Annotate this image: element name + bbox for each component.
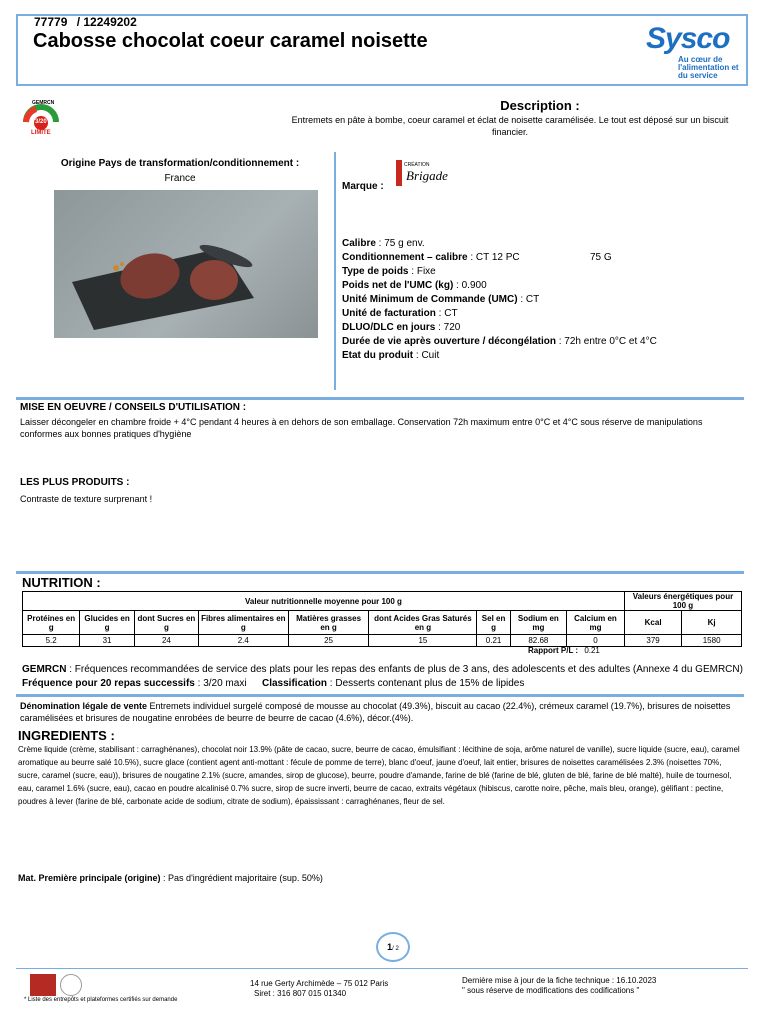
footer-address: 14 rue Gerty Archimède – 75 012 Paris [250,979,389,988]
nutrition-col-header: Calcium en mg [566,611,624,635]
spec-poids-net: Poids net de l'UMC (kg) : 0.900 [342,280,487,291]
nutrition-cell: 25 [288,635,369,647]
origin-value: France [164,173,196,184]
footer-reserve: " sous réserve de modifications des codifications " [462,986,640,995]
product-code: 77779 [34,15,68,29]
nutrition-cell: 15 [369,635,477,647]
nutrition-col-header: Matières grasses en g [288,611,369,635]
nutrition-cell: 379 [624,635,681,647]
ingredients-title: INGREDIENTS : [18,728,115,743]
nutrition-col-header: Glucides en g [80,611,135,635]
ingredients-text: Crème liquide (crème, stabilisant : carraghénanes), chocolat noir 13.9% (pâte de cacao, sucre, beurre de cacao, émulsifiant : lécithine de soja, arôme naturel de vanille), sucre liquide (sucre, eau), caramel aromatique au beurre salé 10.5%), sucre glace (contient agent anti-mottant : fécule de pomme de terre), blanc d'oeuf, jaune d'oeuf, lait entier, brisures de noisettes caramélisées 2.3% (noisettes 70%, sucre, caramel (sucre, eau)), brisures de nougatine 2.1% (sucre, amandes, sirop de glucose), beurre, poudre d'amande, farine de blé (farine de blé, gluten de blé, farine de blé malté), huile de tournesol, eau, caramel 1.6% (sucre, eau), cacao en poudre alcalinisé 0.7% sucre, sirop de sucre inverti, beurre de cacao, extraits végétaux (hibiscus, carotte noire, pêche, maïs bleu, orange), gélifiant : pectine, poudres à lever (farine de blé, carbonate acide de sodium, citrate de sodium), épaississant : carraghénanes, fleur de sel. [18,745,740,806]
nutrition-cell: 0 [566,635,624,647]
page-title: Cabosse chocolat coeur caramel noisette [33,30,428,52]
section-divider [16,694,744,697]
gemrcn-frequency: Fréquence pour 20 repas successifs : 3/20 maxi [22,678,247,689]
nutrition-cell: 5.2 [23,635,80,647]
nutrition-cell: 24 [134,635,198,647]
origin-title: Origine Pays de transformation/conditionnement : [60,158,300,169]
certification-logo [30,974,84,996]
plus-title: LES PLUS PRODUITS : [20,477,130,488]
spec-calibre: Calibre : 75 g env. [342,238,425,249]
section-divider [16,571,744,574]
gemrcn-text: GEMRCN : Fréquences recommandées de service des plats pour les repas des enfants de plus de 3 ans, des adolescents et des adultes (Annexe 4 du GEMRCN) [22,664,743,675]
mise-title: MISE EN OEUVRE / CONSEILS D'UTILISATION : [20,402,247,413]
rapport-pl: Rapport P/L : 0.21 [528,646,600,655]
nutrition-cell: 2.4 [198,635,288,647]
brand-label: Marque : [342,181,384,192]
mise-text: Laisser décongeler en chambre froide + 4°C pendant 4 heures à en dehors de son emballage. Conservation 72h maximum entre 0°C et 4°C sous réserve de manipulations conformes aux bonnes pratiques d'hygiène [20,417,703,439]
nutrition-col-header: Fibres alimentaires en g [198,611,288,635]
spec-duree-vie: Durée de vie après ouverture / décongélation : 72h entre 0°C et 4°C [342,336,657,347]
nutrition-cell: 82.68 [510,635,566,647]
nutrition-col-header: Sodium en mg [510,611,566,635]
nutrition-col-header: Kj [682,611,742,635]
nutrition-col-header: Protéines en g [23,611,80,635]
nutrition-col-header: dont Acides Gras Saturés en g [369,611,477,635]
nutrition-col-header: Kcal [624,611,681,635]
gemrcn-badge-icon: GEMRCN 3/20 LIMITE [22,102,60,138]
sysco-logo: Sysco Au cœur de l'alimentation et du service [640,22,748,82]
energy-group-header: Valeurs énergétiques pour 100 g [624,592,741,611]
nutrition-cell: 0.21 [477,635,510,647]
plus-text: Contraste de texture surprenant ! [20,494,153,504]
footer-update: Dernière mise à jour de la fiche technique : 16.10.2023 [462,976,657,985]
sysco-tagline: Au cœur de l'alimentation et du service [678,55,739,80]
mat-premiere: Mat. Première principale (origine) : Pas d'ingrédient majoritaire (sup. 50%) [18,873,323,883]
nutrition-group-header: Valeur nutritionnelle moyenne pour 100 g [23,592,625,611]
nutrition-col-header: Sel en g [477,611,510,635]
spec-umc: Unité Minimum de Commande (UMC) : CT [342,294,540,305]
footer-siret: Siret : 316 807 015 01340 [254,989,347,998]
description-text: Entremets en pâte à bombe, coeur caramel et éclat de noisette caramélisée. Le tout est déposé sur un biscuit financier. [291,115,729,137]
page-number: 1/ 2 [376,932,410,962]
article-code: / 12249202 [76,15,137,29]
description-title: Description : [500,98,580,113]
spec-facturation: Unité de facturation : CT [342,308,458,319]
spec-dluo: DLUO/DLC en jours : 720 [342,322,461,333]
product-photo [54,190,318,338]
brigade-logo: CRÉATION Brigade [396,160,458,190]
denomination: Dénomination légale de vente Entremets individuel surgelé composé de mousse au chocolat (49.3%), biscuit au cacao (22.4%), crémeux caramel (19.7%), brisures de noisettes caramélisées et brisures de nougatine enrobées de beurre de beurre de cacao (4.6%), décor.(4%). [20,701,731,723]
nutrition-table [22,591,742,647]
vertical-divider [334,152,336,390]
product-codes [34,15,137,29]
gemrcn-classification: Classification : Desserts contenant plus de 15% de lipides [262,678,525,689]
spec-type-poids: Type de poids : Fixe [342,266,436,277]
nutrition-cell: 1580 [682,635,742,647]
nutrition-title: NUTRITION : [22,575,101,590]
section-divider [16,397,744,400]
nutrition-cell: 31 [80,635,135,647]
nutrition-col-header: dont Sucres en g [134,611,198,635]
footer-note: * Liste des entrepôts et plateformes certifiés sur demande [24,997,178,1003]
footer-divider [16,968,748,969]
spec-conditionnement: Conditionnement – calibre : CT 12 PC [342,252,520,263]
spec-conditionnement-calibre: 75 G [590,252,612,263]
spec-etat: Etat du produit : Cuit [342,350,440,361]
